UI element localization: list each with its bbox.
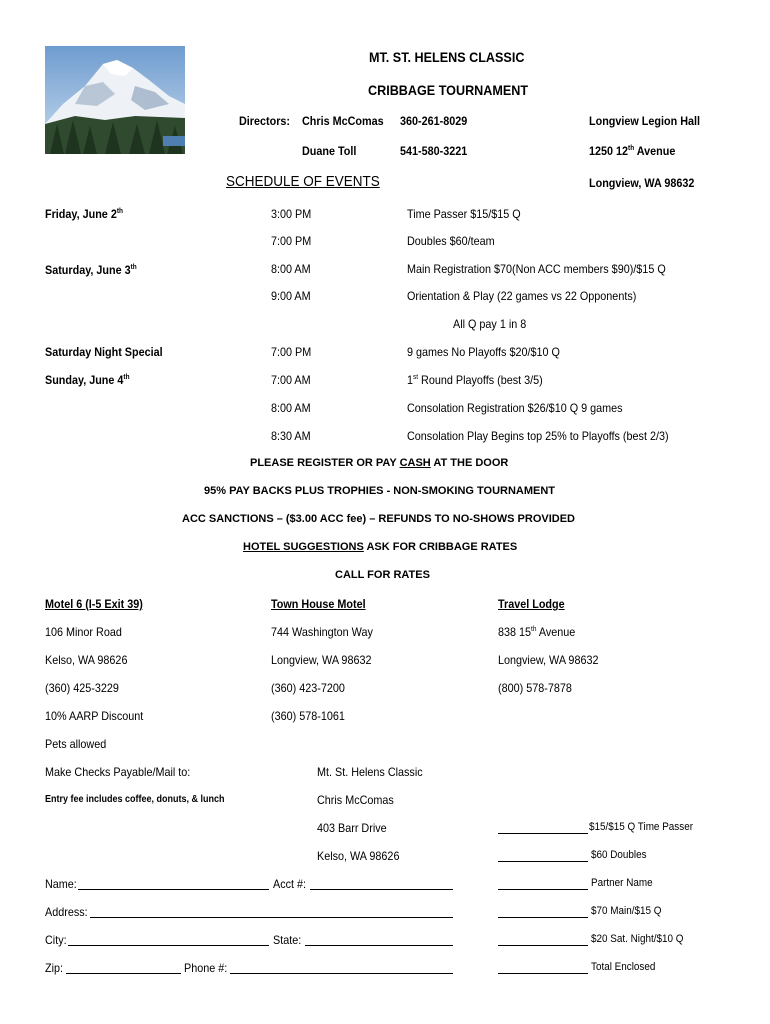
call-for-rates: CALL FOR RATES (335, 569, 430, 581)
register-notice: PLEASE REGISTER OR PAY CASH AT THE DOOR (250, 457, 509, 469)
schedule-time: 8:30 AM (271, 429, 311, 443)
schedule-event: Orientation & Play (22 games vs 22 Opponents) (407, 289, 637, 303)
fee-label-total: Total Enclosed (591, 961, 656, 973)
day-saturday-night: Saturday Night Special (45, 345, 163, 359)
director-1-phone: 360-261-8029 (400, 114, 468, 128)
director-2-phone: 541-580-3221 (400, 144, 468, 158)
acct-field[interactable] (310, 889, 453, 890)
hotel-2-name: Town House Motel (271, 597, 366, 611)
all-q-note: All Q pay 1 in 8 (453, 317, 527, 331)
hotel-1-street: 106 Minor Road (45, 625, 122, 639)
fee-label-partner: Partner Name (591, 877, 653, 889)
state-label: State: (273, 933, 302, 947)
city-label: City: (45, 933, 67, 947)
schedule-time: 7:00 AM (271, 373, 311, 387)
day-friday: Friday, June 2th (45, 206, 123, 221)
fee-blank-total[interactable] (498, 973, 588, 974)
fee-label-main: $70 Main/$15 Q (591, 905, 662, 917)
paybacks-notice: 95% PAY BACKS PLUS TROPHIES - NON-SMOKING TOURNAMENT (204, 485, 556, 497)
schedule-time: 9:00 AM (271, 289, 311, 303)
name-field[interactable] (78, 889, 269, 890)
mountain-photo-icon (45, 46, 185, 154)
hotel-1-discount: 10% AARP Discount (45, 709, 144, 723)
hotel-2-phone: (360) 423-7200 (271, 681, 345, 695)
hotel-3-street: 838 15th Avenue (498, 624, 576, 639)
city-field[interactable] (68, 945, 269, 946)
schedule-event: 1st Round Playoffs (best 3/5) (407, 372, 543, 387)
schedule-event: 9 games No Playoffs $20/$10 Q (407, 345, 560, 359)
schedule-heading: SCHEDULE OF EVENTS (226, 173, 380, 190)
mail-to-label: Make Checks Payable/Mail to: (45, 765, 191, 779)
hotel-1-city: Kelso, WA 98626 (45, 653, 128, 667)
fee-blank-main[interactable] (498, 917, 588, 918)
schedule-time: 7:00 PM (271, 345, 312, 359)
schedule-event: Doubles $60/team (407, 234, 495, 248)
hotel-3-city: Longview, WA 98632 (498, 653, 599, 667)
hotel-1-pets: Pets allowed (45, 737, 107, 751)
fee-label-time-passer: $15/$15 Q Time Passer (589, 821, 694, 833)
mail-street: 403 Barr Drive (317, 821, 387, 835)
hotel-3-name: Travel Lodge (498, 597, 565, 611)
fee-blank-time-passer[interactable] (498, 833, 588, 834)
phone-label: Phone #: (184, 961, 228, 975)
day-sunday: Sunday, June 4th (45, 372, 130, 387)
director-2-name: Duane Toll (302, 144, 357, 158)
fee-blank-partner[interactable] (498, 889, 588, 890)
hotel-3-phone: (800) 578-7878 (498, 681, 572, 695)
fee-label-doubles: $60 Doubles (591, 849, 647, 861)
schedule-time: 8:00 AM (271, 262, 311, 276)
mail-person: Chris McComas (317, 793, 394, 807)
hotel-2-phone-alt: (360) 578-1061 (271, 709, 345, 723)
hotel-1-phone: (360) 425-3229 (45, 681, 119, 695)
fee-label-sat-night: $20 Sat. Night/$10 Q (591, 933, 684, 945)
fee-blank-doubles[interactable] (498, 861, 588, 862)
title-line-2: CRIBBAGE TOURNAMENT (368, 82, 529, 98)
schedule-event: Main Registration $70(Non ACC members $90)/$15 Q (407, 262, 666, 276)
name-label: Name: (45, 877, 77, 891)
hotel-2-street: 744 Washington Way (271, 625, 373, 639)
mountain-photo-svg (45, 46, 185, 154)
fee-blank-sat-night[interactable] (498, 945, 588, 946)
venue-street: 1250 12th Avenue (589, 143, 676, 158)
entry-fee-note: Entry fee includes coffee, donuts, & lunch (45, 794, 225, 805)
venue-city: Longview, WA 98632 (589, 176, 695, 190)
mail-city: Kelso, WA 98626 (317, 849, 400, 863)
schedule-time: 8:00 AM (271, 401, 311, 415)
address-label: Address: (45, 905, 88, 919)
schedule-event: Consolation Play Begins top 25% to Playoffs (best 2/3) (407, 429, 669, 443)
schedule-event: Consolation Registration $26/$10 Q 9 games (407, 401, 623, 415)
hotel-notice: HOTEL SUGGESTIONS ASK FOR CRIBBAGE RATES (243, 541, 518, 553)
venue-name: Longview Legion Hall (589, 114, 701, 128)
mail-org: Mt. St. Helens Classic (317, 765, 423, 779)
acct-label: Acct #: (273, 877, 307, 891)
phone-field[interactable] (230, 973, 453, 974)
address-field[interactable] (90, 917, 453, 918)
title-line-1: MT. ST. HELENS CLASSIC (369, 49, 525, 65)
schedule-time: 3:00 PM (271, 207, 312, 221)
state-field[interactable] (305, 945, 453, 946)
schedule-time: 7:00 PM (271, 234, 312, 248)
zip-field[interactable] (66, 973, 181, 974)
day-saturday: Saturday, June 3th (45, 262, 137, 277)
director-1-name: Chris McComas (302, 114, 384, 128)
directors-label: Directors: (239, 114, 291, 128)
hotel-2-city: Longview, WA 98632 (271, 653, 372, 667)
schedule-event: Time Passer $15/$15 Q (407, 207, 521, 221)
zip-label: Zip: (45, 961, 64, 975)
sanctions-notice: ACC SANCTIONS – ($3.00 ACC fee) – REFUNDS TO NO-SHOWS PROVIDED (182, 513, 576, 525)
hotel-1-name: Motel 6 (I-5 Exit 39) (45, 597, 143, 611)
